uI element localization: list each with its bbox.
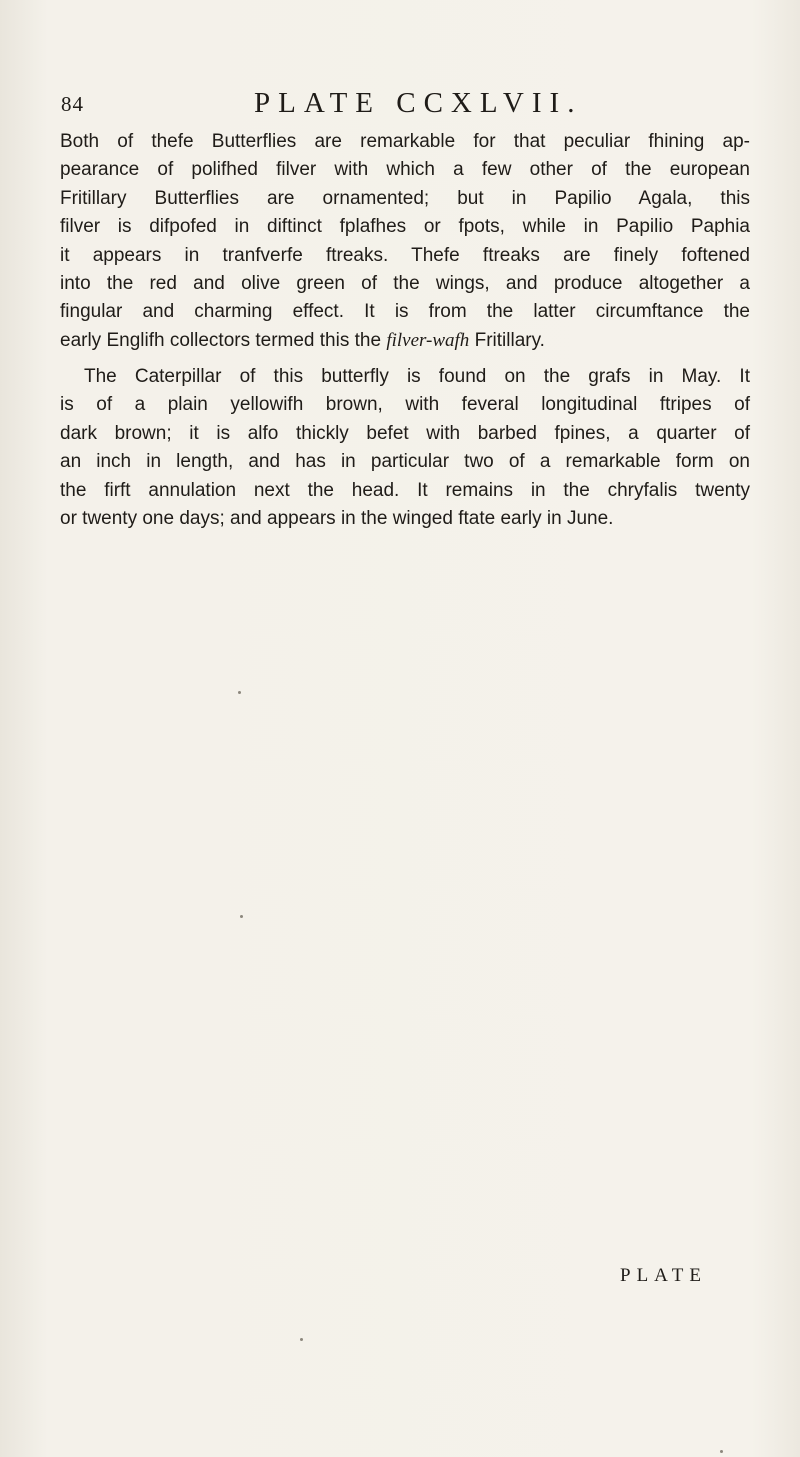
paper-speck xyxy=(238,691,241,694)
paper-speck xyxy=(240,915,243,918)
page-number: 84 xyxy=(61,92,84,116)
text-line: is of a plain yellowifh brown, with feveral longitudinal ftripes of xyxy=(60,394,750,416)
text-line: Both of thefe Butterflies are remarkable for that peculiar fhining ap- xyxy=(60,131,750,152)
text-fragment: early Englifh collectors termed this the xyxy=(60,329,387,351)
text-line: fingular and charming effect. It is from the latter circumftance the xyxy=(60,301,750,323)
text-line: filver is difpofed in diftinct fplafhes or fpots, while in Papilio Paphia xyxy=(60,216,750,238)
text-line: pearance of polifhed filver with which a few other of the european xyxy=(60,159,750,181)
text-line: dark brown; it is alfo thickly befet with barbed fpines, a quarter of xyxy=(60,422,750,444)
text-line: the firft annulation next the head. It remains in the chryfalis twenty xyxy=(60,479,750,501)
text-line: an inch in length, and has in particular two of a remarkable form on xyxy=(60,451,750,473)
paragraph-caterpillar xyxy=(60,363,750,533)
text-line-last: or twenty one days; and appears in the winged ftate early in June. xyxy=(60,508,614,530)
text-line: into the red and olive green of the wings, and produce altogether a xyxy=(60,273,750,295)
text-line: it appears in tranfverfe ftreaks. Thefe ftreaks are finely foftened xyxy=(60,244,750,266)
text-line-last xyxy=(60,327,750,355)
text-line: The Caterpillar of this butterfly is found on the grafs in May. It xyxy=(84,366,750,387)
catchword: PLATE xyxy=(620,1265,707,1286)
text-line: Fritillary Butterflies are ornamented; but in Papilio Agala, this xyxy=(60,187,750,209)
text-fragment: Fritillary. xyxy=(469,329,545,351)
paper-speck xyxy=(720,1450,723,1453)
paper-speck xyxy=(300,1338,303,1341)
plate-heading: PLATE CCXLVII. xyxy=(254,87,583,119)
paragraph-butterflies xyxy=(60,128,750,355)
italic-common-name: filver-wafh xyxy=(386,329,470,351)
